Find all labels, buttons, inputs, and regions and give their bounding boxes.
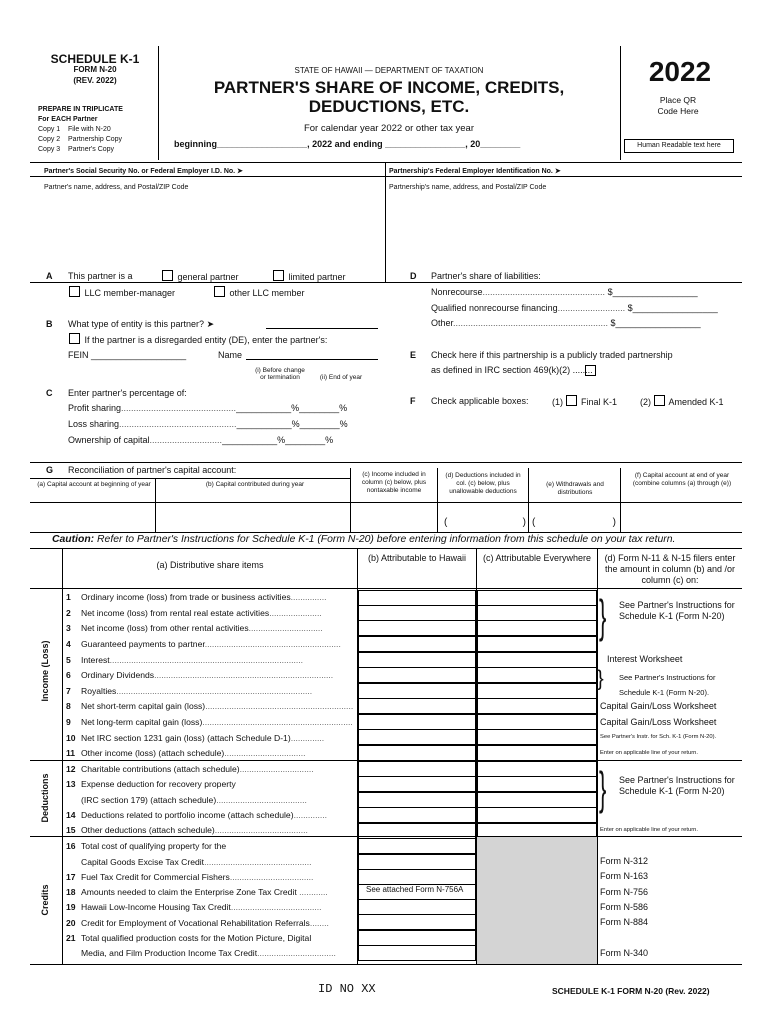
entry-c-8[interactable] — [477, 698, 597, 714]
caution-note — [52, 534, 675, 545]
ref-lines-6-7: See Partner's Instructions for Schedule K-1 (Form N-20). — [619, 673, 716, 697]
ref-line-9: Capital Gain/Loss Worksheet — [600, 717, 717, 727]
end-of-year-col-head: (ii) End of year — [319, 374, 363, 381]
ref-line-5: Interest Worksheet — [607, 654, 683, 664]
copy-3: Copy 3 Partner's Copy — [38, 146, 115, 153]
ref-lines-12-14: See Partner's Instructions for Schedule K-1 (Form N-20) — [619, 775, 735, 796]
llc-manager-checkbox[interactable] — [69, 286, 80, 297]
form-title-line2: DEDUCTIONS, ETC. — [308, 97, 470, 116]
entry-b-15[interactable] — [358, 807, 476, 823]
ref-line-16: Form N-312 — [600, 856, 649, 866]
line-15-label: 15 Other deductions (attach schedule)....................................... — [66, 825, 308, 835]
form-title-line1: PARTNER'S SHARE OF INCOME, CREDITS, — [213, 78, 565, 97]
entry-c-11[interactable] — [477, 745, 597, 761]
section-a-text: This partner is a — [68, 271, 133, 281]
entry-b-8[interactable] — [358, 698, 476, 714]
entry-b-22[interactable] — [358, 914, 476, 930]
g-field-e[interactable]: ( ) — [532, 517, 616, 528]
limited-partner-option[interactable] — [273, 270, 346, 282]
loss-sharing-fields[interactable]: ___________%________% — [236, 419, 348, 429]
ref-line-18: Form N-756 — [600, 887, 649, 897]
ref-line-20: Form N-884 — [600, 917, 649, 927]
entity-type-field[interactable] — [266, 328, 378, 329]
entry-b-21[interactable] — [358, 899, 476, 915]
line-13b-label: (IRC section 179) (attach schedule)...................................... — [81, 795, 307, 805]
section-f-letter: F — [410, 396, 416, 406]
line-6-label: 6 Ordinary Dividends........................................................................... — [66, 670, 334, 680]
line-19-label: 19 Hawaii Low-Income Housing Tax Credit...................................... — [66, 902, 322, 912]
amended-k1-checkbox[interactable] — [654, 395, 665, 406]
calendar-year-text: For calendar year 2022 or other tax year — [303, 123, 475, 134]
section-b-letter: B — [46, 319, 53, 329]
entry-b-14[interactable] — [358, 792, 476, 808]
entry-c-10[interactable] — [477, 729, 597, 745]
ownership-fields[interactable]: ___________%________% — [222, 435, 334, 445]
entry-c-15[interactable] — [477, 807, 597, 823]
line-21-label: 21 Total qualified production costs for the Motion Picture, Digital — [66, 933, 312, 943]
profit-sharing-label: Profit sharing — [68, 403, 122, 413]
entry-b-18[interactable] — [358, 854, 476, 870]
profit-sharing-row: Profit sharing..............................................___________%________% — [68, 403, 348, 413]
loss-sharing-row: Loss sharing...............................................___________%________% — [68, 419, 348, 429]
col-c-head: (c) Attributable Everywhere — [482, 553, 592, 563]
entry-b-23[interactable] — [358, 930, 476, 946]
liabilities-intro: Partner's share of liabilities: — [431, 271, 541, 281]
g-field-a[interactable] — [32, 504, 152, 531]
de-name-label: Name — [218, 350, 243, 360]
entry-c-5[interactable] — [477, 652, 597, 668]
partnership-fein-label: Partnership's Federal Employer Identification No. ➤ — [389, 168, 561, 175]
limited-partner-checkbox[interactable] — [273, 270, 284, 281]
line-17-label: 17 Fuel Tax Credit for Commercial Fishers................................... — [66, 872, 314, 882]
entry-c-9[interactable] — [477, 714, 597, 730]
for-each-partner: For EACH Partner — [38, 116, 98, 123]
entry-b-6[interactable] — [358, 667, 476, 683]
line-7-label: 7 Royalties.................................................................................. — [66, 686, 313, 696]
copy-1: Copy 1 File with N-20 — [38, 126, 111, 133]
g-col-c-head: (c) Income included in column (c) below, plus nontaxable income — [361, 471, 427, 494]
entry-c-13[interactable] — [477, 776, 597, 792]
entry-b-11[interactable] — [358, 745, 476, 761]
entry-c-3[interactable] — [477, 620, 597, 636]
human-readable-text: Human Readable text here — [624, 139, 734, 153]
ownership-label: Ownership of capital — [68, 435, 150, 445]
entry-c-6[interactable] — [477, 667, 597, 683]
id-number: ID NO XX — [318, 982, 376, 996]
revision: (REV. 2022) — [73, 76, 117, 85]
loss-sharing-label: Loss sharing — [68, 419, 120, 429]
limited-partner-label: limited partner — [288, 272, 346, 282]
entry-c-4[interactable] — [477, 636, 597, 652]
tax-year: 2022 — [648, 56, 712, 87]
ref-lines-1-4: See Partner's Instructions for Schedule K-1 (Form N-20) — [619, 600, 735, 621]
g-field-f[interactable] — [622, 504, 740, 531]
entity-type-question: What type of entity is this partner? ➤ — [68, 319, 215, 329]
entry-b-16[interactable] — [358, 823, 476, 839]
brace-icon: } — [599, 589, 607, 643]
other-liab-label: Other — [431, 318, 454, 328]
entry-b-10[interactable] — [358, 729, 476, 745]
ptp-text-2: as defined in IRC section 469(k)(2) ........ — [431, 365, 593, 375]
entry-b-5[interactable] — [358, 652, 476, 668]
entry-b-12[interactable] — [358, 761, 476, 777]
de-checkbox[interactable] — [69, 333, 80, 344]
ref-line-19: Form N-586 — [600, 902, 649, 912]
ptp-checkbox[interactable] — [585, 362, 598, 380]
nonrecourse-label: Nonrecourse — [431, 287, 483, 297]
deductions-label: Deductions — [40, 773, 50, 823]
line-3-label: 3 Net income (loss) from other rental activities............................... — [66, 623, 323, 633]
other-llc-checkbox[interactable] — [214, 286, 225, 297]
ptp-text: Check here if this partnership is a publicly traded partnership — [431, 350, 673, 360]
tax-year-range[interactable]: beginning__________________, 2022 and ending ________________, 20________ — [174, 139, 521, 149]
line-10-label: 10 Net IRC section 1231 gain (loss) (attach Schedule D-1).............. — [66, 733, 325, 743]
col-b-head: (b) Attributable to Hawaii — [367, 553, 467, 563]
line-8-label: 8 Net short-term capital gain (loss).............................................................. — [66, 701, 354, 711]
entry-b-7[interactable] — [358, 683, 476, 699]
ownership-row: Ownership of capital.............................___________%________% — [68, 435, 334, 445]
g-field-b[interactable] — [157, 504, 348, 531]
llc-manager-option[interactable] — [69, 286, 175, 298]
general-partner-option[interactable] — [162, 270, 239, 282]
col-c-shaded — [477, 837, 597, 964]
nonrecourse-field[interactable]: $_________________ — [605, 287, 698, 297]
entry-b-3[interactable] — [358, 620, 476, 636]
g-col-a-head: (a) Capital account at beginning of year — [37, 481, 151, 488]
entry-c-12[interactable] — [477, 761, 597, 777]
ref-line-10: See Partner's Instr. for Sch. K-1 (Form N-20). — [600, 734, 717, 740]
amended-k1-label: Amended K-1 — [668, 397, 724, 407]
schedule-label: SCHEDULE K-1 — [50, 52, 140, 66]
llc-manager-label: LLC member-manager — [84, 288, 176, 298]
brace-small-icon: } — [597, 666, 604, 692]
entry-c-14[interactable] — [477, 792, 597, 808]
other-llc-label: other LLC member — [229, 288, 305, 298]
final-k1-num: (1) — [552, 397, 563, 407]
qualified-nonrecourse-field[interactable]: $_________________ — [625, 303, 718, 313]
applicable-boxes-text: Check applicable boxes: — [431, 396, 529, 406]
caution-label: Caution: — [52, 534, 95, 545]
entry-b-4[interactable] — [358, 636, 476, 652]
g-col-f-head: (f) Capital account at end of year (combine columns (a) through (e)) — [632, 472, 732, 487]
g-col-e-head: (e) Withdrawals and distributions — [546, 481, 604, 496]
before-change-col-head: (i) Before change or termination — [255, 367, 305, 381]
nonrecourse-row: Nonrecourse................................................. $_________________ — [431, 287, 698, 297]
de-label: If the partner is a disregarded entity (DE), enter the partner's: — [84, 335, 328, 345]
de-row[interactable] — [69, 333, 327, 345]
other-liab-row: Other.............................................................. $_________________ — [431, 318, 701, 328]
ref-line-8: Capital Gain/Loss Worksheet — [600, 701, 717, 711]
form-number: FORM N-20 — [73, 65, 117, 74]
general-partner-checkbox[interactable] — [162, 270, 173, 281]
line-13-label: 13 Expense deduction for recovery property — [66, 779, 236, 789]
line-2-label: 2 Net income (loss) from rental real estate activities...................... — [66, 608, 322, 618]
line-21b-label: Media, and Film Production Income Tax Credit................................. — [81, 948, 336, 958]
line-18-label: 18 Amounts needed to claim the Enterprise Zone Tax Credit ............ — [66, 887, 328, 897]
col-d-head: (d) Form N-11 & N-15 filers enter the amount in column (b) and /or column (c) on: — [604, 553, 736, 585]
g-col-b-head: (b) Capital contributed during year — [205, 481, 305, 488]
reconciliation-text: Reconciliation of partner's capital account: — [68, 465, 237, 475]
partner-address-label: Partner's name, address, and Postal/ZIP Code — [44, 184, 189, 191]
entry-b-1[interactable] — [358, 590, 476, 606]
section-d-letter: D — [410, 271, 417, 281]
section-g-letter: G — [46, 465, 54, 475]
copy-2: Copy 2 Partnership Copy — [38, 136, 123, 143]
qualified-nonrecourse-label: Qualified nonrecourse financing — [431, 303, 558, 313]
caution-text: Refer to Partner's Instructions for Schedule K-1 (Form N-20) before entering information from this schedule on your tax return. — [97, 534, 676, 545]
line-16-label: 16 Total cost of qualifying property for the — [66, 841, 227, 851]
entry-b-9[interactable] — [358, 714, 476, 730]
entry-b-19[interactable] — [358, 869, 476, 885]
income-loss-label: Income (Loss) — [40, 640, 50, 702]
profit-sharing-fields[interactable]: ___________%________% — [236, 403, 348, 413]
de-fein-field[interactable]: FEIN ___________________ — [68, 350, 187, 360]
amended-k1-option[interactable] — [640, 395, 724, 407]
final-k1-label: Final K-1 — [581, 397, 618, 407]
other-llc-option[interactable] — [214, 286, 305, 298]
line-12-label: 12 Charitable contributions (attach schedule)............................... — [66, 764, 314, 774]
section-c-letter: C — [46, 388, 53, 398]
entry-b-24[interactable] — [358, 945, 476, 961]
other-liab-field[interactable]: $_________________ — [608, 318, 701, 328]
line-11-label: 11 Other income (loss) (attach schedule).................................. — [66, 748, 306, 758]
amended-k1-num: (2) — [640, 397, 651, 407]
prepare-triplicate: PREPARE IN TRIPLICATE — [38, 106, 123, 113]
final-k1-checkbox[interactable] — [566, 395, 577, 406]
line-16b-label: Capital Goods Excise Tax Credit............................................. — [81, 857, 312, 867]
col-a-head: (a) Distributive share items — [156, 560, 264, 570]
line-9-label: 9 Net long-term capital gain (loss)............................................................... — [66, 717, 353, 727]
line-4-label: 4 Guaranteed payments to partner......................................................... — [66, 639, 341, 649]
footer-form-label: SCHEDULE K-1 FORM N-20 (Rev. 2022) — [552, 986, 710, 996]
entry-c-2[interactable] — [477, 605, 597, 621]
percentage-intro: Enter partner's percentage of: — [68, 388, 187, 398]
line-5-label: 5 Interest................................................................................. — [66, 655, 304, 665]
line-20-label: 20 Credit for Employment of Vocational Rehabilitation Referrals........ — [66, 918, 329, 928]
section-e-letter: E — [410, 350, 417, 360]
partner-ssn-label: Partner's Social Security No. or Federal Employer I.D. No. ➤ — [44, 168, 243, 175]
ref-line-21: Form N-340 — [600, 948, 649, 958]
partnership-address-label: Partnership's name, address, and Postal/ZIP Code — [389, 184, 547, 191]
credits-label: Credits — [40, 884, 50, 916]
entry-b-2[interactable] — [358, 605, 476, 621]
line-14-label: 14 Deductions related to portfolio income (attach schedule).............. — [66, 810, 328, 820]
g-field-d[interactable]: ( ) — [444, 517, 526, 528]
state-department: STATE OF HAWAII — DEPARTMENT OF TAXATION — [294, 66, 484, 75]
general-partner-label: general partner — [177, 272, 239, 282]
see-attached-n756a: See attached Form N-756A — [366, 885, 464, 894]
qualified-nonrecourse-row: Qualified nonrecourse financing........................... $_________________ — [431, 303, 718, 313]
g-col-d-head: (d) Deductions included in col. (c) below, plus unallowable deductions — [445, 472, 521, 495]
section-a-letter: A — [46, 271, 53, 281]
de-name-field[interactable] — [246, 359, 378, 360]
ref-line-15: Enter on applicable line of your return. — [600, 827, 698, 833]
qr-code-placeholder: Place QR Code Here — [657, 95, 699, 116]
ref-line-11: Enter on applicable line of your return. — [600, 750, 698, 756]
g-field-c[interactable] — [352, 504, 436, 531]
entry-b-13[interactable] — [358, 776, 476, 792]
entry-c-1[interactable] — [477, 590, 597, 606]
entry-c-7[interactable] — [477, 683, 597, 699]
line-1-label: 1 Ordinary income (loss) from trade or business activities............... — [66, 592, 327, 602]
brace-deductions-icon: } — [599, 761, 607, 815]
final-k1-option[interactable] — [552, 395, 617, 407]
ref-line-17: Form N-163 — [600, 871, 649, 881]
entry-b-17[interactable] — [358, 838, 476, 854]
